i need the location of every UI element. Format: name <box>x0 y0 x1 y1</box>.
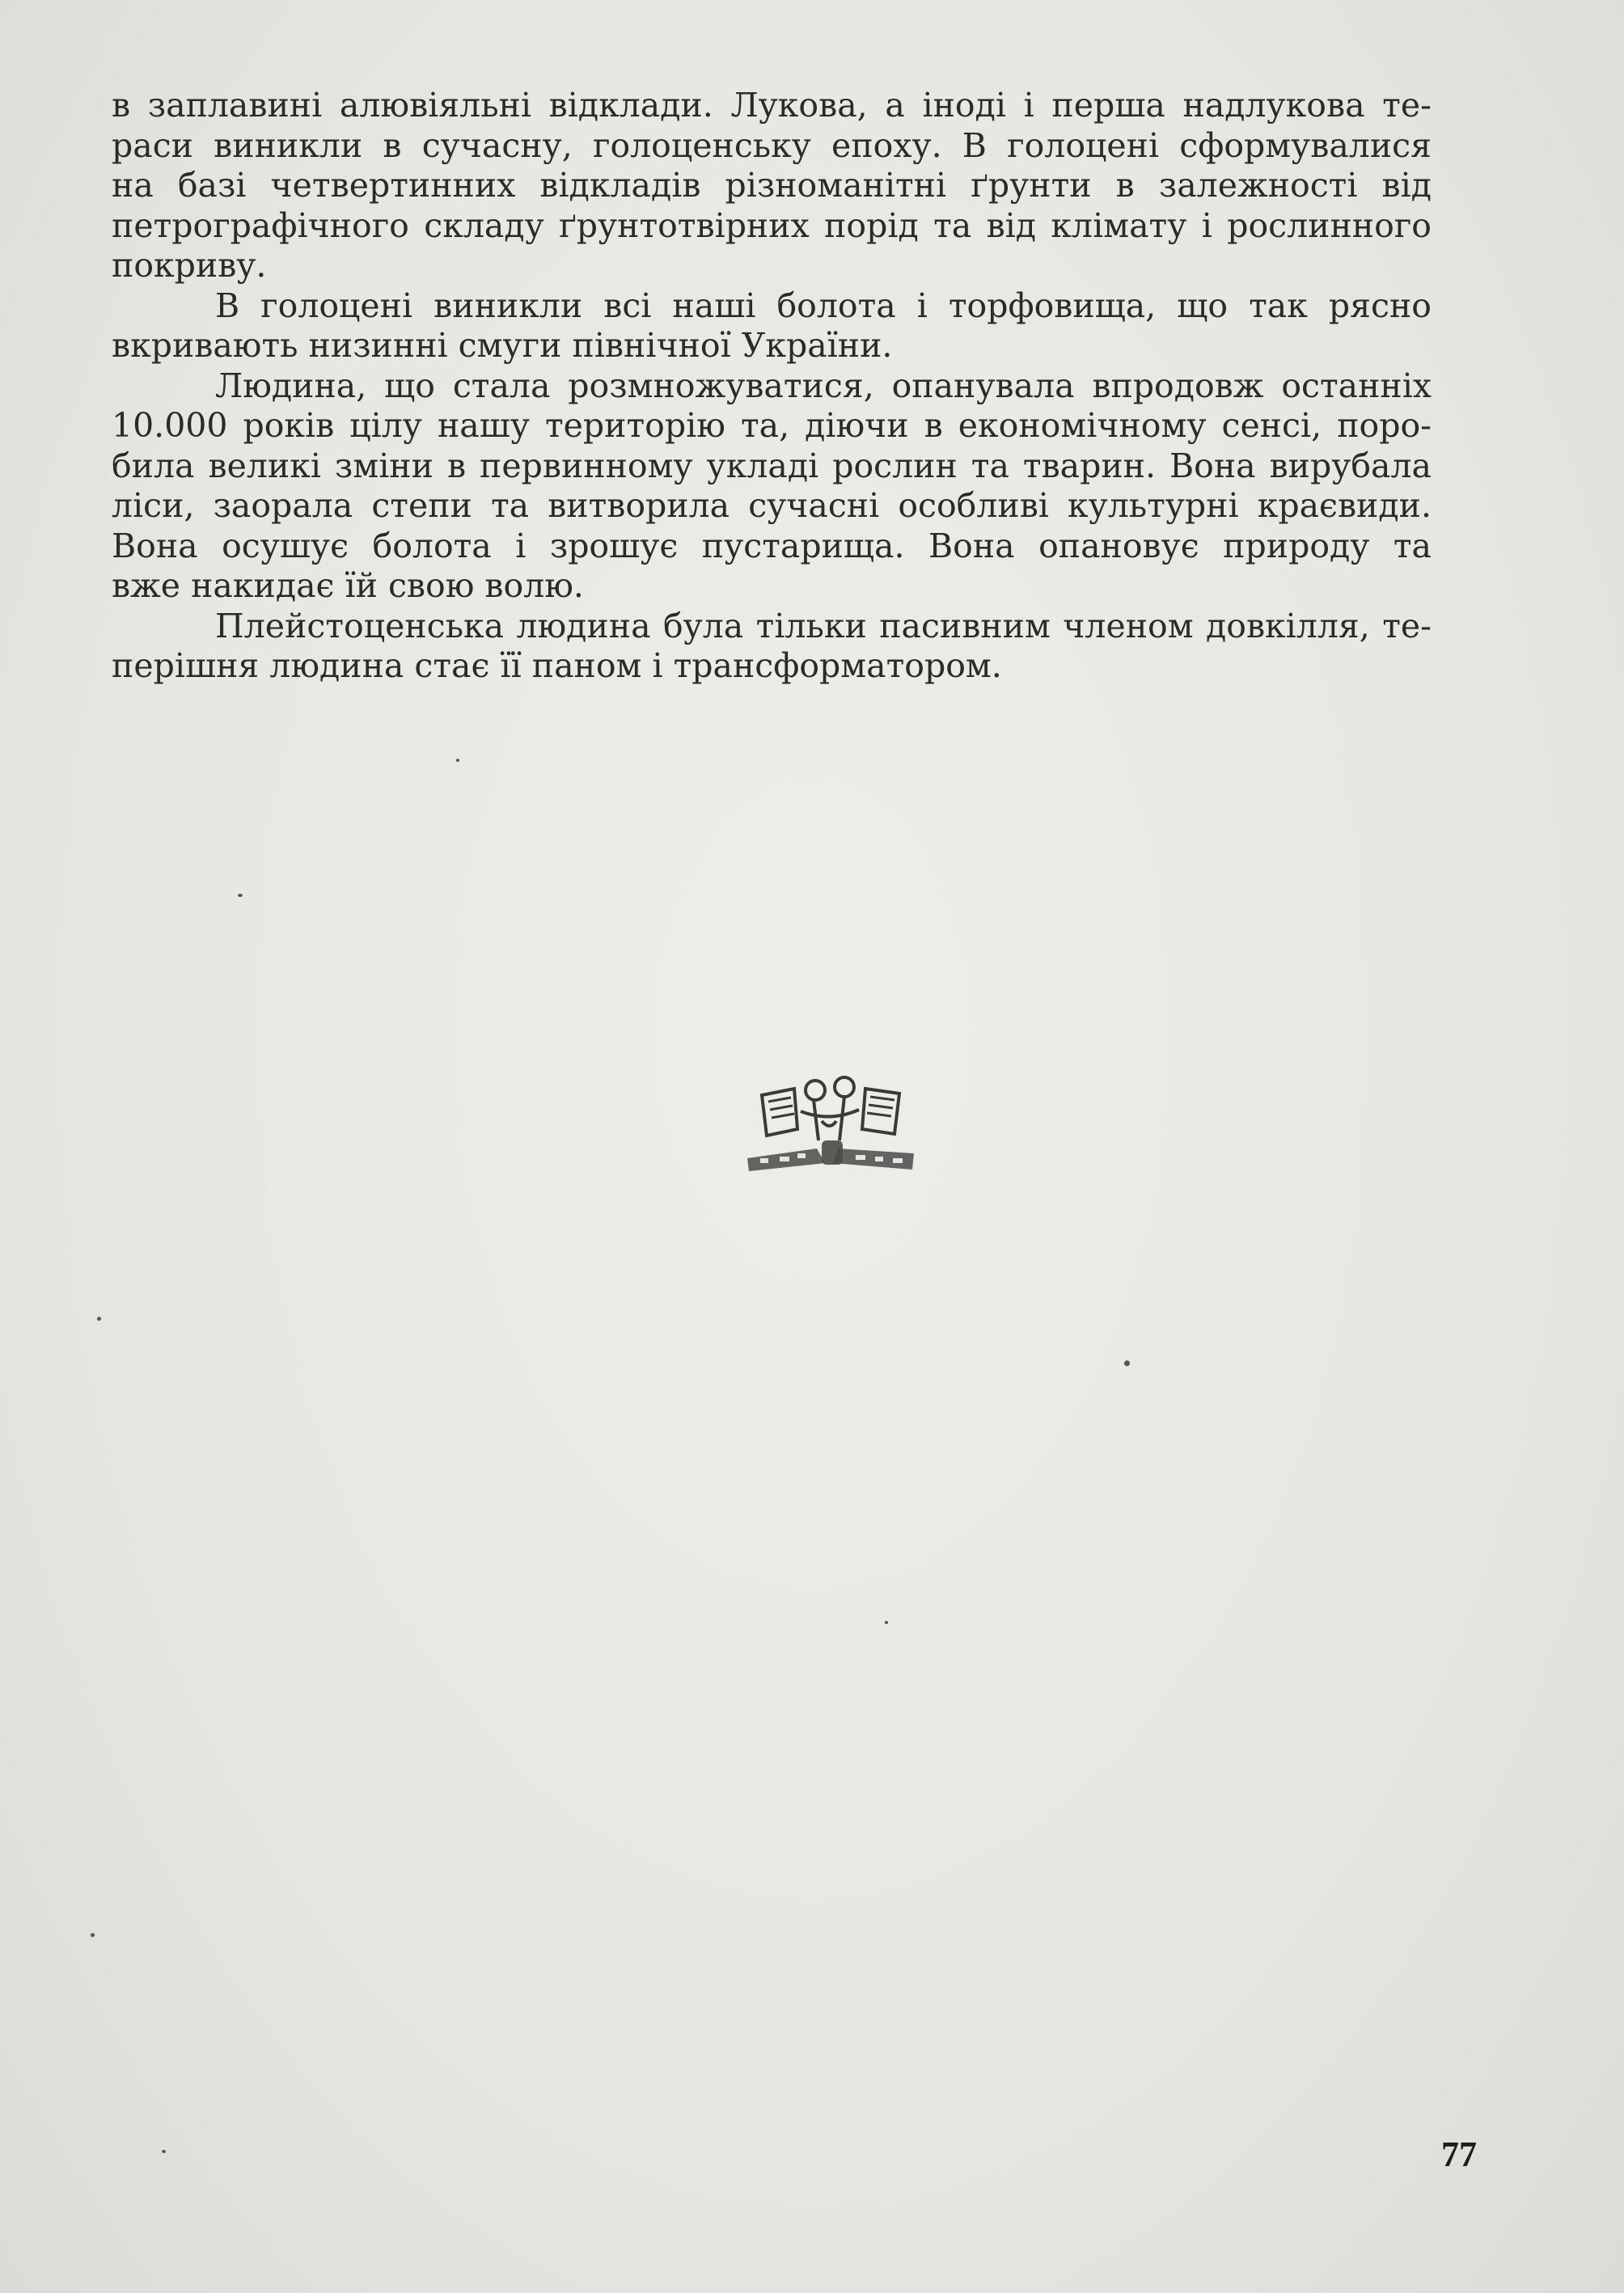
text-line: раси виникли в сучасну, голоценську епоху. В голоцені сформувалися <box>112 125 1432 165</box>
text-line: Людина, що стала розмножуватися, опанувала впродовж останніх <box>215 366 1432 405</box>
paper-speck <box>1124 1360 1130 1366</box>
book-vignette-ornament-icon <box>744 1072 920 1182</box>
paper-speck <box>885 1621 888 1624</box>
paragraph-3 <box>112 366 1432 607</box>
paper-speck <box>97 1317 101 1321</box>
paper-speck <box>238 894 243 897</box>
text-line: ліси, заорала степи та витворила сучасні особливі культурні краєвиди. <box>112 486 1432 525</box>
text-line: Плейстоценська людина була тільки пасивним членом довкілля, те- <box>215 606 1432 645</box>
page-number: 77 <box>1441 2134 1477 2174</box>
paper-speck <box>162 2150 166 2153</box>
text-line: В голоцені виникли всі наші болота і торфовища, що так рясно <box>215 286 1432 325</box>
paragraph-1 <box>112 86 1432 286</box>
text-line: била великі зміни в первинному укладі рослин та тварин. Вона вирубала <box>112 446 1432 485</box>
text-line: покриву. <box>112 246 267 285</box>
text-line: на базі четвертинних відкладів різноманітні ґрунти в залежності від <box>112 166 1432 205</box>
paragraph-2 <box>112 286 1432 366</box>
text-line: в заплавині алювіяльні відклади. Лукова, а іноді і перша надлукова те- <box>112 86 1432 125</box>
text-line: вже накидає їй свою волю. <box>112 566 584 605</box>
text-line: вкривають низинні смуги північної України. <box>112 326 893 365</box>
text-line: 10.000 років цілу нашу територію та, діючи в економічному сенсі, поро- <box>112 406 1432 445</box>
text-line: петрографічного складу ґрунтотвірних порід та від клімату і рослинного <box>112 205 1432 245</box>
text-line: перішня людина стає її паном і трансформатором. <box>112 646 1002 685</box>
paper-speck <box>456 759 459 762</box>
body-text <box>112 86 1432 687</box>
text-line: Вона осушує болота і зрошує пустарища. Вона опановує природу та <box>112 526 1432 565</box>
paper-speck <box>91 1933 95 1937</box>
paragraph-4 <box>112 607 1432 687</box>
